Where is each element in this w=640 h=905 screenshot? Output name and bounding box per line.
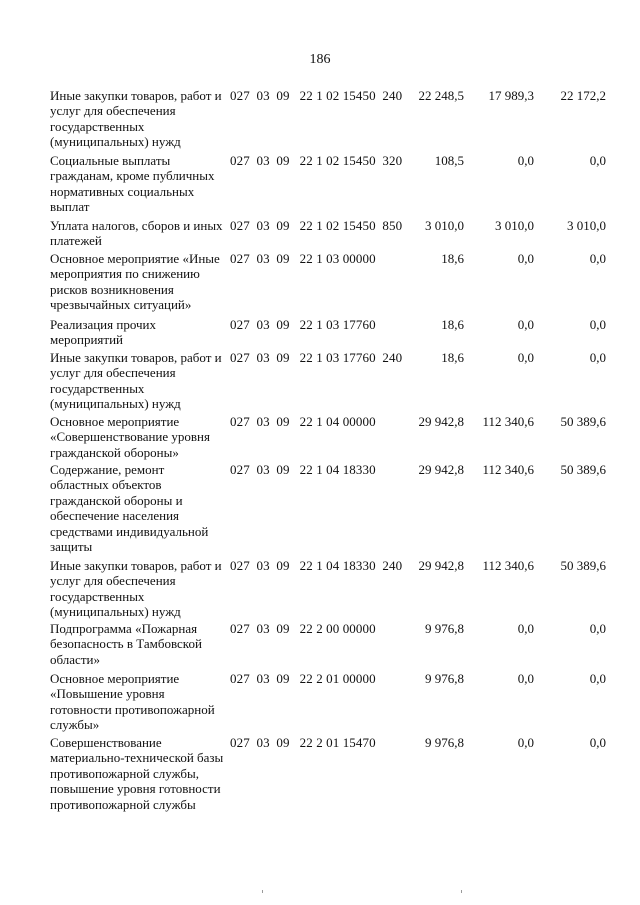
row-code: 027 03 09 22 2 01 15470: [230, 735, 376, 750]
row-code: 027 03 09 22 1 03 00000: [230, 251, 376, 266]
row-code: 027 03 09 22 1 02 15450 320: [230, 153, 403, 168]
row-value-1: 29 942,8: [418, 462, 464, 477]
row-value-3: 0,0: [589, 153, 606, 168]
row-value-3: 3 010,0: [567, 218, 606, 233]
row-value-2: 17 989,3: [488, 88, 534, 103]
row-value-2: 112 340,6: [482, 414, 534, 429]
row-code: 027 03 09 22 1 04 18330: [230, 462, 376, 477]
row-name: Содержание, ремонт областных объектов гражданской обороны и обеспечение населения средствами индивидуальной защиты: [50, 462, 209, 555]
row-value-2: 112 340,6: [482, 462, 534, 477]
scan-speck: [262, 890, 263, 893]
row-value-2: 112 340,6: [482, 558, 534, 573]
row-name: Основное мероприятие «Иные мероприятия по снижению рисков возникновения чрезвычайных ситуаций»: [50, 251, 220, 313]
row-name: Иные закупки товаров, работ и услуг для обеспечения государственных (муниципальных) нужд: [50, 88, 222, 150]
row-value-3: 50 389,6: [560, 462, 606, 477]
row-name: Уплата налогов, сборов и иных платежей: [50, 218, 223, 249]
row-code: 027 03 09 22 1 04 18330 240: [230, 558, 403, 573]
row-value-1: 108,5: [434, 153, 464, 168]
row-value-2: 0,0: [517, 735, 534, 750]
row-value-3: 0,0: [589, 621, 606, 636]
row-value-2: 0,0: [517, 671, 534, 686]
row-value-2: 0,0: [517, 153, 534, 168]
row-name: Подпрограмма «Пожарная безопасность в Тамбовской области»: [50, 621, 202, 667]
row-value-1: 9 976,8: [425, 671, 464, 686]
row-value-2: 0,0: [517, 251, 534, 266]
row-value-3: 50 389,6: [560, 558, 606, 573]
row-code: 027 03 09 22 2 01 00000: [230, 671, 376, 686]
row-name: Иные закупки товаров, работ и услуг для обеспечения государственных (муниципальных) нужд: [50, 350, 222, 412]
row-code: 027 03 09 22 1 04 00000: [230, 414, 376, 429]
row-code: 027 03 09 22 2 00 00000: [230, 621, 376, 636]
row-value-1: 9 976,8: [425, 735, 464, 750]
row-value-2: 3 010,0: [495, 218, 534, 233]
row-value-2: 0,0: [517, 317, 534, 332]
row-name: Реализация прочих мероприятий: [50, 317, 156, 348]
row-value-2: 0,0: [517, 621, 534, 636]
row-value-3: 0,0: [589, 671, 606, 686]
row-name: Основное мероприятие «Совершенствование уровня гражданской обороны»: [50, 414, 210, 460]
row-value-3: 50 389,6: [560, 414, 606, 429]
row-value-3: 0,0: [589, 251, 606, 266]
row-value-1: 29 942,8: [418, 558, 464, 573]
row-value-1: 22 248,5: [418, 88, 464, 103]
row-code: 027 03 09 22 1 02 15450 240: [230, 88, 403, 103]
row-name: Основное мероприятие «Повышение уровня готовности противопожарной службы»: [50, 671, 215, 733]
row-value-3: 0,0: [589, 317, 606, 332]
row-value-3: 0,0: [589, 350, 606, 365]
page-number: 186: [309, 52, 331, 67]
row-code: 027 03 09 22 1 02 15450 850: [230, 218, 403, 233]
row-value-2: 0,0: [517, 350, 534, 365]
row-value-3: 22 172,2: [560, 88, 606, 103]
row-name: Иные закупки товаров, работ и услуг для обеспечения государственных (муниципальных) нужд: [50, 558, 222, 620]
row-value-1: 3 010,0: [425, 218, 464, 233]
row-value-3: 0,0: [589, 735, 606, 750]
row-name: Совершенствование материально-технической базы противопожарной службы, повышение уровня готовности противопожарной службы: [50, 735, 224, 812]
row-name: Социальные выплаты гражданам, кроме публичных нормативных социальных выплат: [50, 153, 215, 215]
row-code: 027 03 09 22 1 03 17760 240: [230, 350, 403, 365]
scan-speck: [461, 890, 462, 893]
row-value-1: 18,6: [441, 350, 464, 365]
row-value-1: 18,6: [441, 251, 464, 266]
row-code: 027 03 09 22 1 03 17760: [230, 317, 376, 332]
row-value-1: 29 942,8: [418, 414, 464, 429]
row-value-1: 18,6: [441, 317, 464, 332]
row-value-1: 9 976,8: [425, 621, 464, 636]
